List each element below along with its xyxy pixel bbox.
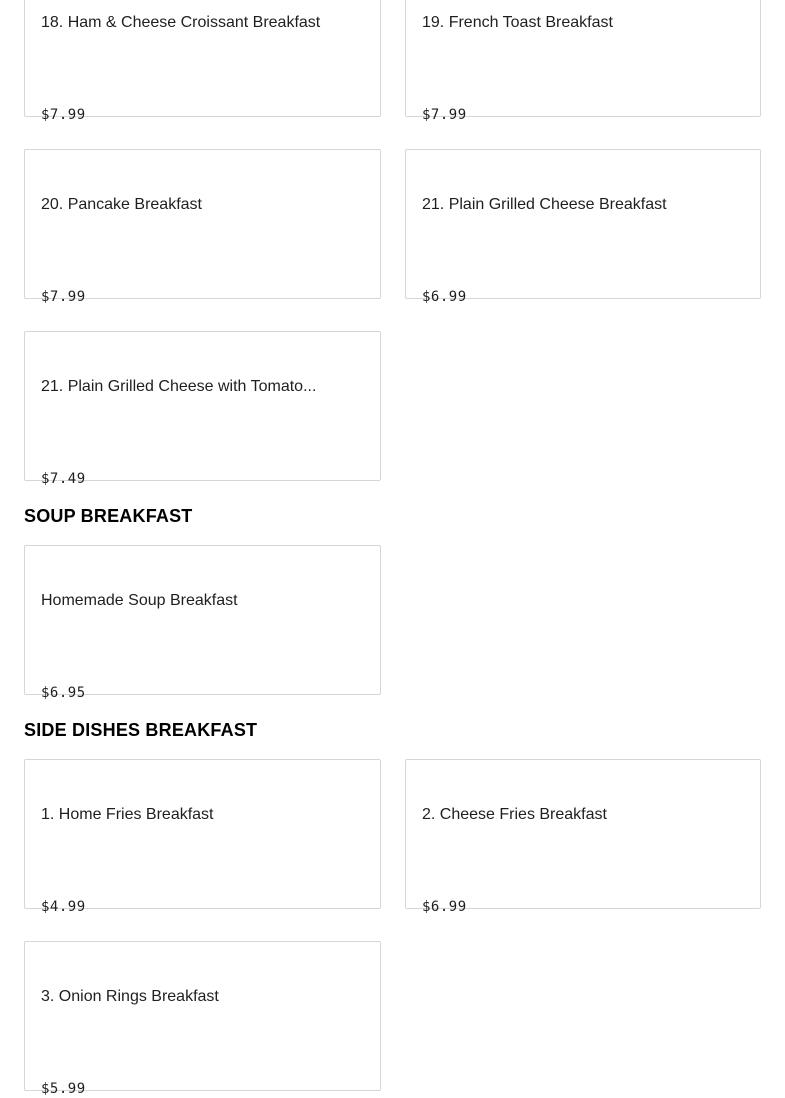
menu-item-title: Homemade Soup Breakfast <box>41 592 238 609</box>
menu-item-price: $6.99 <box>422 289 467 305</box>
menu-item-grid <box>24 0 761 487</box>
menu-item-card[interactable] <box>24 331 381 487</box>
menu-item-title: 19. French Toast Breakfast <box>422 14 613 31</box>
menu-item-price: $7.99 <box>41 289 86 305</box>
menu-item-card[interactable] <box>24 0 381 123</box>
menu-item-price: $4.99 <box>41 899 86 915</box>
menu-item-title: 18. Ham & Cheese Croissant Breakfast <box>41 14 321 31</box>
menu-item-card[interactable] <box>24 545 381 701</box>
menu-item-title: 3. Onion Rings Breakfast <box>41 988 219 1005</box>
section-heading-soup-breakfast: SOUP BREAKFAST <box>24 506 193 526</box>
menu-item-title: 2. Cheese Fries Breakfast <box>422 806 607 823</box>
menu-item-title: 21. Plain Grilled Cheese with Tomato... <box>41 378 317 395</box>
menu-item-price: $6.95 <box>41 685 86 701</box>
menu-item-price: $6.99 <box>422 899 467 915</box>
section-heading-side-dishes-breakfast: SIDE DISHES BREAKFAST <box>24 720 258 740</box>
menu-item-grid <box>24 545 761 701</box>
menu-item-card[interactable] <box>24 759 381 915</box>
menu-item-card[interactable] <box>405 0 761 123</box>
menu-item-card[interactable] <box>405 149 761 305</box>
menu-item-title: 1. Home Fries Breakfast <box>41 806 214 823</box>
menu-item-card[interactable] <box>405 759 761 915</box>
menu-item-price: $7.99 <box>422 107 467 123</box>
menu-item-title: 20. Pancake Breakfast <box>41 196 202 213</box>
menu-item-grid <box>24 759 761 1097</box>
menu-item-price: $5.99 <box>41 1081 86 1097</box>
menu-item-card[interactable] <box>24 149 381 305</box>
menu-item-card[interactable] <box>24 941 381 1097</box>
menu-item-title: 21. Plain Grilled Cheese Breakfast <box>422 196 667 213</box>
menu-page <box>24 0 761 1097</box>
menu-item-price: $7.99 <box>41 107 86 123</box>
menu-item-price: $7.49 <box>41 471 86 487</box>
